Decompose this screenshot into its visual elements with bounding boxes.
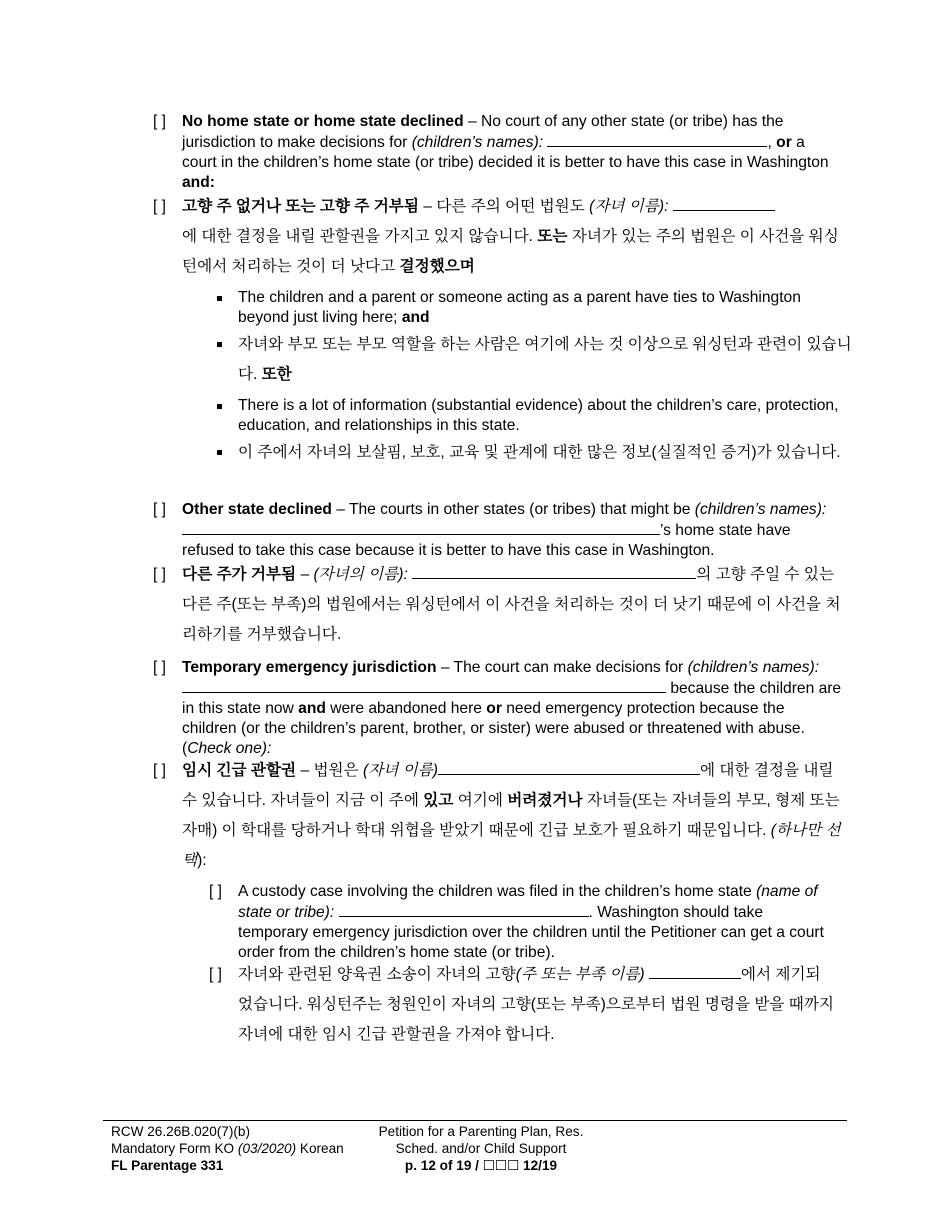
- text: –: [296, 566, 314, 583]
- checkbox-custody-case-ko[interactable]: [ ]: [209, 966, 222, 983]
- text: ’s home state have refused to take this case because it is better to have this case in Washington.: [182, 522, 791, 559]
- text: were abandoned here: [325, 700, 487, 717]
- field-label: (자녀 이름):: [589, 198, 669, 215]
- section-temporary-emergency-en: [153, 658, 843, 759]
- bullet-icon: [217, 404, 222, 409]
- children-names-blank-ko[interactable]: [412, 564, 696, 579]
- section-title: Temporary emergency jurisdiction: [182, 659, 437, 676]
- checkbox-temporary-emergency[interactable]: [ ]: [153, 659, 166, 676]
- text: . Washington should take temporary emergency jurisdiction over the children until the Petitioner can get a court order from the children’s home state (or tribe).: [238, 904, 824, 961]
- page-number: [353, 1157, 609, 1175]
- page-footer: [103, 1120, 847, 1174]
- option-custody-case-ko: [209, 960, 834, 1050]
- text: 에서 제기되었습니다. 워싱턴주는 청원인이 자녀의 고향(또는 부족)으로부터 법원 명령을 받을 때까지 자녀에 대한 임시 긴급 관할권을 가져야 합니다.: [238, 966, 834, 1043]
- text: – No court of any other state (or tribe) has the jurisdiction to make decisions for: [182, 113, 784, 151]
- footer-form-info: [111, 1123, 344, 1174]
- decided-text: 결정했으며: [399, 258, 475, 275]
- field-label: (주 또는 부족 이름): [515, 966, 645, 983]
- comma: ,: [767, 134, 772, 151]
- text: The children and a parent or someone acting as a parent have ties to Washington beyond just living here;: [238, 289, 801, 326]
- abandoned-text: 버려졌거나: [507, 792, 583, 809]
- section-title: 임시 긴급 관할권: [182, 762, 297, 779]
- form-version: [111, 1140, 344, 1157]
- text: 의 고향 주일 수 있는 다른 주(또는 부족)의 법원에서는 워싱턴에서 이 사건을 처리하는 것이 더 낫기 때문에 이 사건을 처리하기를 거부했습니다.: [182, 566, 841, 643]
- checkbox-other-state-declined-ko[interactable]: [ ]: [153, 566, 166, 583]
- field-label: (자녀의 이름):: [313, 566, 408, 583]
- bullet-icon: [217, 450, 222, 455]
- text: p. 12 of 19 /: [404, 1158, 483, 1173]
- text: – 법원은: [296, 762, 363, 779]
- footer-title: [353, 1123, 609, 1175]
- text: 에 대한 결정을 내릴 수 있습니다. 자녀들이 지금 이 주에: [182, 762, 834, 809]
- text: ):: [197, 852, 207, 869]
- check-one-text: (하나만 선택: [182, 822, 841, 869]
- text: – The court can make decisions for: [436, 659, 688, 676]
- form-id: [111, 1157, 344, 1174]
- text: because the children are in this state now: [182, 680, 842, 717]
- field-label: (name of state or tribe):: [238, 883, 818, 921]
- or-text: or: [486, 700, 502, 717]
- text: a court in the children’s home state (or tribe) decided it is better to have this case in Washington: [182, 134, 829, 171]
- state-or-tribe-blank[interactable]: [339, 902, 589, 917]
- text: 에 대한 결정을 내릴 관할권을 가지고 있지 않습니다.: [182, 228, 538, 245]
- text: 자녀가 있는 주의 법원은 이 사건을 워싱턴에서 처리하는 것이 더 낫다고: [182, 228, 839, 275]
- checkbox-no-home-state-ko[interactable]: [ ]: [153, 198, 166, 215]
- are-text: 있고: [423, 792, 454, 809]
- section-other-state-declined-ko: [153, 560, 843, 650]
- checkbox-custody-case[interactable]: [ ]: [209, 883, 222, 900]
- section-no-home-state-ko: [153, 192, 843, 282]
- section-other-state-declined-en: [153, 500, 843, 561]
- form-date: (03/2020): [237, 1141, 297, 1156]
- placeholder-box-icon: ☐☐☐: [482, 1158, 520, 1174]
- text: 여기에: [453, 792, 508, 809]
- list-item: [213, 438, 853, 468]
- option-custody-case-en: [209, 882, 834, 963]
- section-temporary-emergency-ko: [153, 756, 843, 876]
- children-names-blank[interactable]: [547, 132, 767, 147]
- field-label: (children’s names):: [687, 659, 820, 676]
- text: 12/19: [519, 1158, 558, 1173]
- section-title: Other state declined: [182, 501, 332, 518]
- section-no-home-state-en: [153, 112, 843, 193]
- children-names-blank-ko[interactable]: [673, 196, 775, 211]
- list-item: [213, 288, 853, 328]
- checkbox-no-home-state[interactable]: [ ]: [153, 113, 166, 130]
- rcw-citation: RCW 26.26B.020(7)(b): [111, 1124, 251, 1139]
- state-or-tribe-blank-ko[interactable]: [649, 964, 741, 979]
- bullet-icon: [217, 296, 222, 301]
- text: Korean: [296, 1141, 344, 1156]
- children-names-blank[interactable]: [182, 520, 660, 535]
- text: Mandatory Form KO: [111, 1141, 238, 1156]
- list-item: [213, 330, 853, 390]
- section-title: No home state or home state declined: [182, 113, 464, 130]
- check-one-text: Check one):: [187, 740, 272, 757]
- field-label: (자녀 이름): [363, 762, 438, 779]
- text: – 다른 주의 어떤 법원도: [418, 198, 590, 215]
- text: 자녀와 관련된 양육권 소송이 자녀의 고향: [238, 966, 516, 983]
- also-text: 또한: [261, 366, 292, 383]
- or-text: 또는: [537, 228, 568, 245]
- and-text: and:: [182, 174, 215, 191]
- bullet-icon: [217, 342, 222, 347]
- field-label: (children’s names):: [694, 501, 827, 518]
- field-label: (children’s names):: [411, 134, 544, 151]
- children-names-blank-ko[interactable]: [438, 760, 700, 775]
- checkbox-other-state-declined[interactable]: [ ]: [153, 501, 166, 518]
- section-title: 고향 주 없거나 또는 고향 주 거부됨: [182, 198, 419, 215]
- text: 자녀와 부모 또는 부모 역할을 하는 사람은 여기에 사는 것 이상으로 워싱턴과 관련이 있습니다.: [238, 336, 852, 383]
- text: A custody case involving the children was filed in the children’s home state: [238, 883, 757, 900]
- text: FL Parentage 331: [111, 1158, 224, 1173]
- or-text: or: [776, 134, 792, 151]
- children-names-blank[interactable]: [182, 678, 666, 693]
- and-text: and: [298, 700, 326, 717]
- text: – The courts in other states (or tribes) that might be: [331, 501, 695, 518]
- conditions-list: [213, 288, 853, 468]
- and-text: and: [401, 309, 430, 326]
- form-title-line2: Sched. and/or Child Support: [395, 1141, 567, 1156]
- section-title: 다른 주가 거부됨: [182, 566, 297, 583]
- form-title-line1: Petition for a Parenting Plan, Res.: [378, 1124, 584, 1139]
- text: There is a lot of information (substantial evidence) about the children’s care, protection, education, and relationships in this state.: [238, 397, 839, 434]
- text: 이 주에서 자녀의 보살핌, 보호, 교육 및 관계에 대한 많은 정보(실질적인 증거)가 있습니다.: [238, 444, 841, 461]
- text: need emergency protection because the children (or the children’s parent, brother, or sister) were abused or threatened with abuse. (: [182, 700, 805, 757]
- text: 자녀들(또는 자녀들의 부모, 형제 또는 자매) 이 학대를 당하거나 학대 위협을 받았기 때문에 긴급 보호가 필요하기 때문입니다.: [182, 792, 840, 839]
- list-item: [213, 396, 853, 436]
- checkbox-temporary-emergency-ko[interactable]: [ ]: [153, 762, 166, 779]
